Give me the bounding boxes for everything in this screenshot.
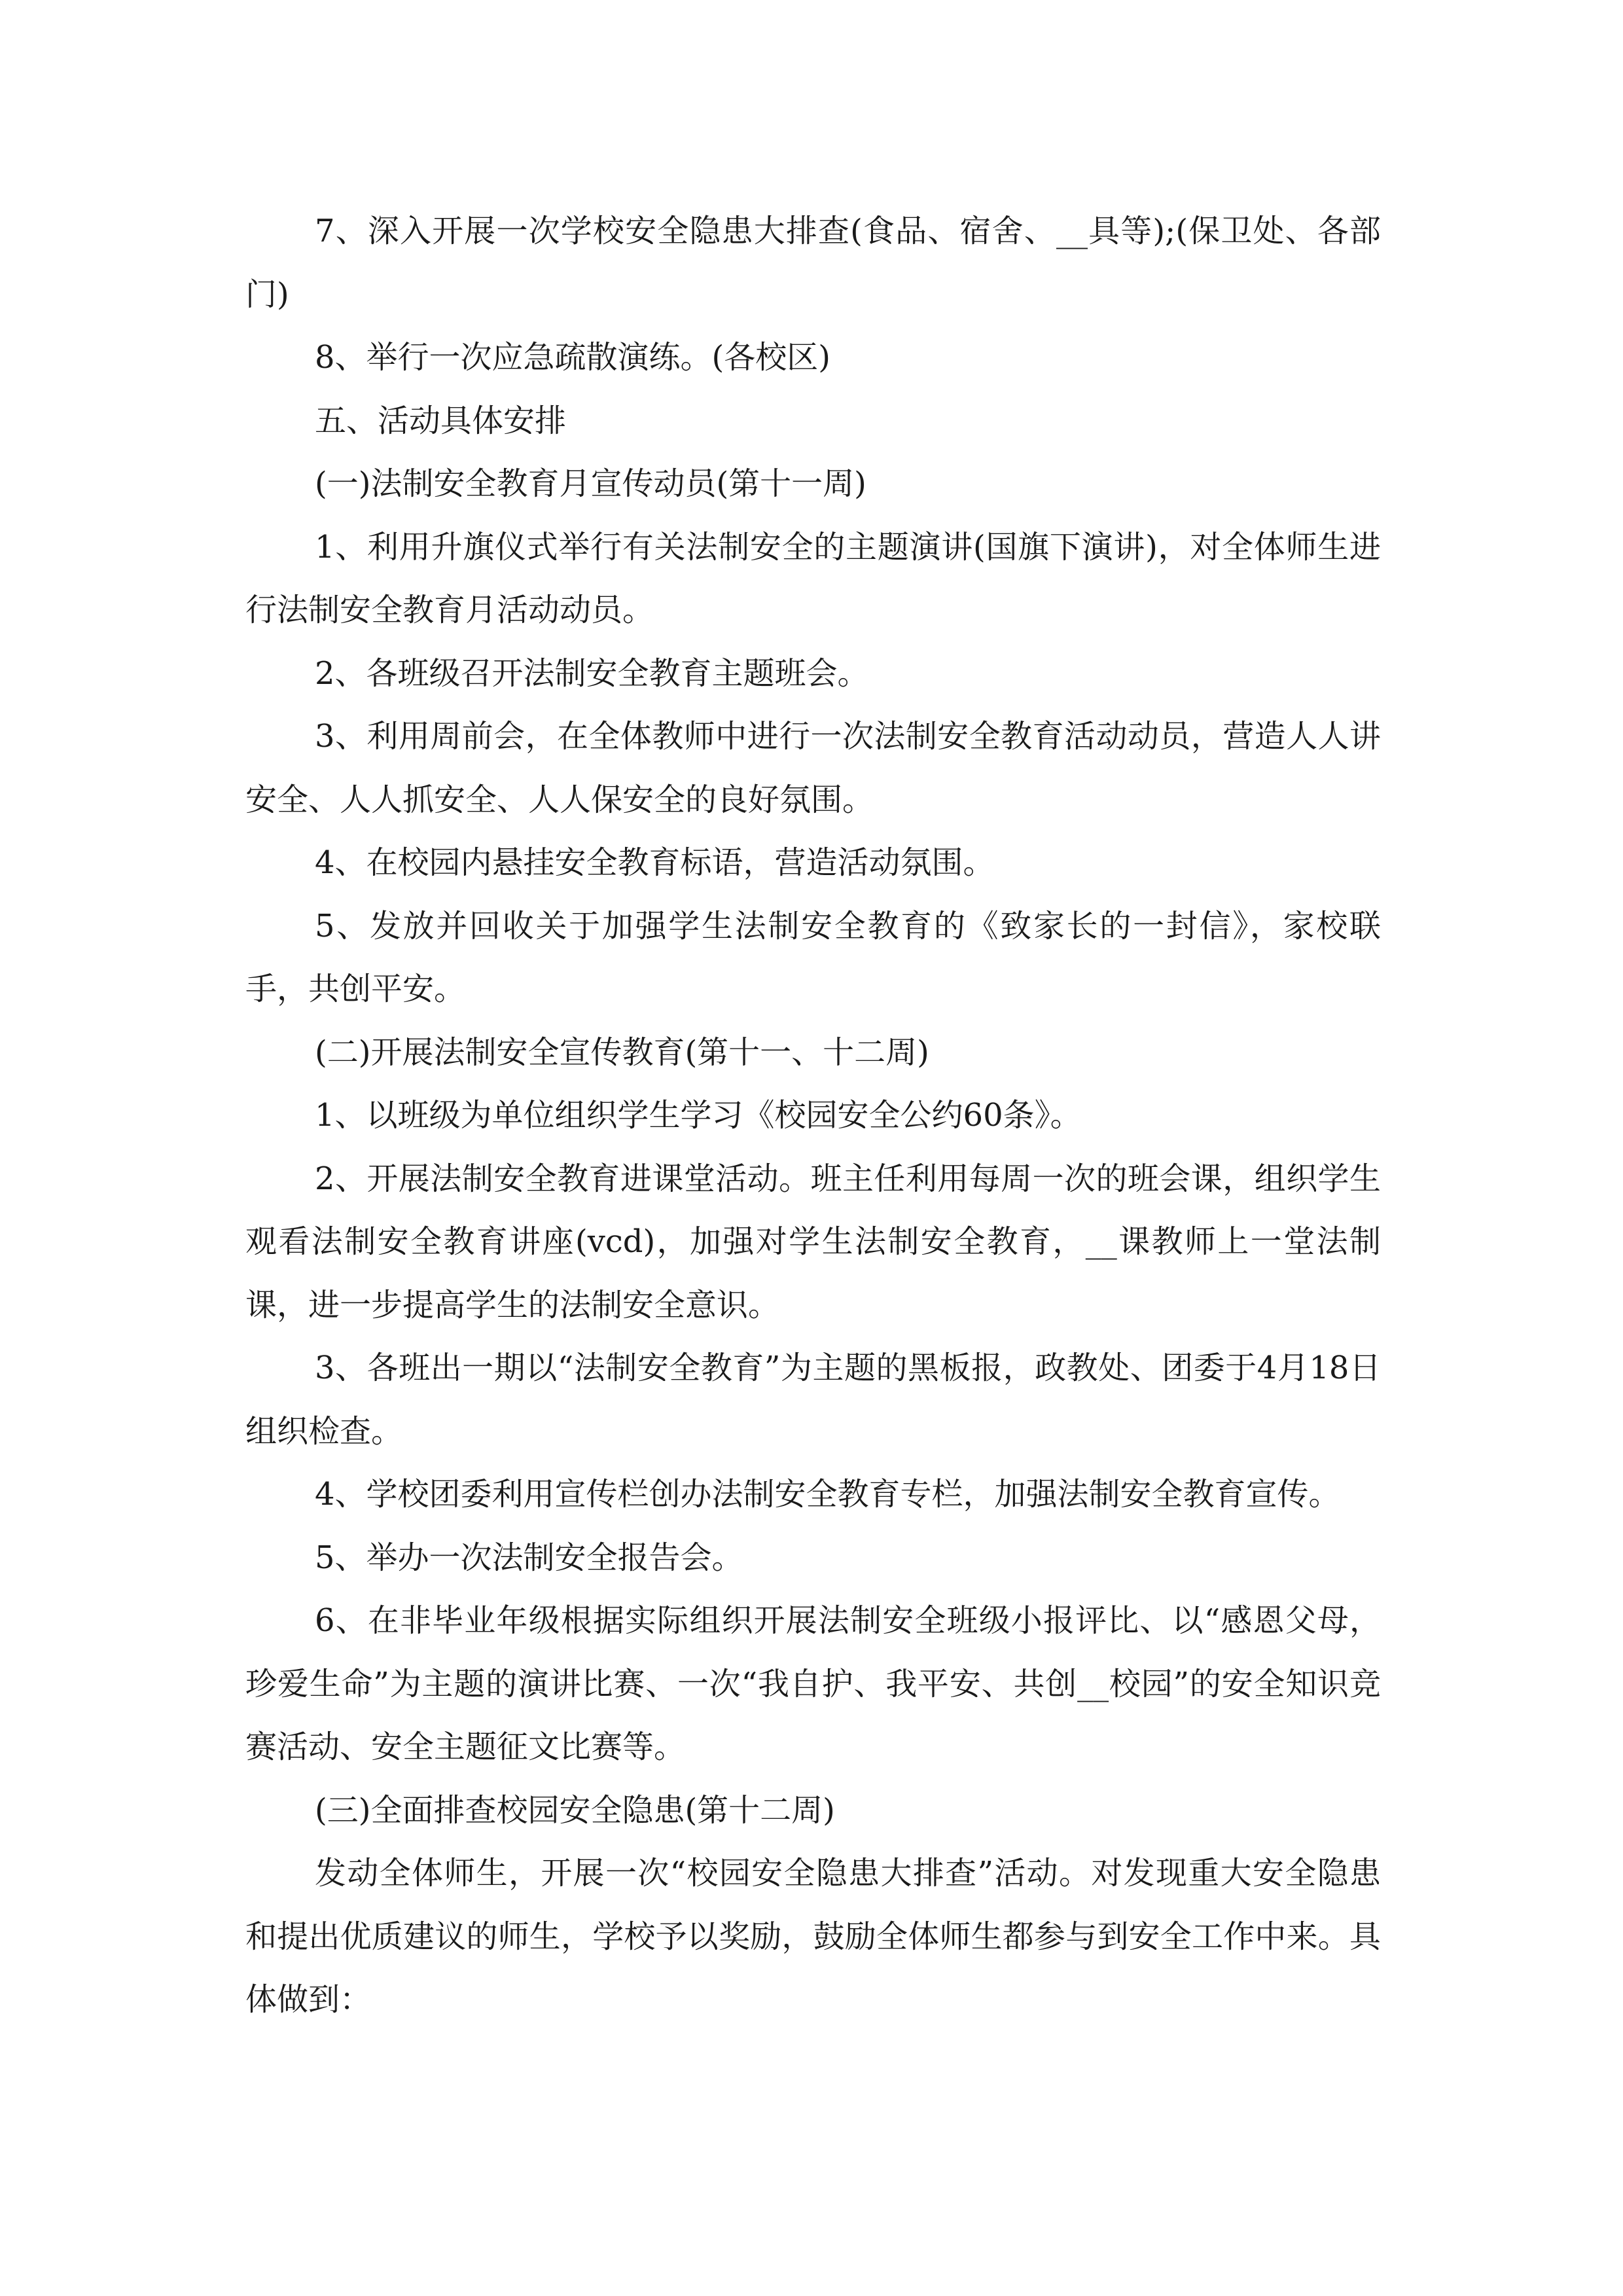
paragraph-one-1: 1、利用升旗仪式举行有关法制安全的主题演讲(国旗下演讲)，对全体师生进行法制安全教育月活动动员。 <box>245 528 1381 628</box>
paragraph-two-2: 2、开展法制安全教育进课堂活动。班主任利用每周一次的班会课，组织学生观看法制安全教育讲座(vcd)，加强对学生法制安全教育，__课教师上一堂法制课，进一步提高学生的法制安全意识。 <box>245 1160 1381 1323</box>
subsection-heading-three: (三)全面排查校园安全隐患(第十二周) <box>315 1791 835 1829</box>
paragraph-one-4: 4、在校园内悬挂安全教育标语，营造活动氛围。 <box>315 844 995 881</box>
paragraph-item-7: 7、深入开展一次学校安全隐患大排查(食品、宿舍、__具等);(保卫处、各部门) <box>245 213 1381 313</box>
paragraph-two-5: 5、举办一次法制安全报告会。 <box>315 1539 743 1576</box>
document-body <box>245 200 1381 2032</box>
paragraph-two-3: 3、各班出一期以“法制安全教育”为主题的黑板报，政教处、团委于4月18日组织检查。 <box>245 1350 1381 1450</box>
paragraph-one-3: 3、利用周前会，在全体教师中进行一次法制安全教育活动动员，营造人人讲安全、人人抓安全、人人保安全的良好氛围。 <box>245 718 1381 818</box>
paragraph-two-4: 4、学校团委利用宣传栏创办法制安全教育专栏，加强法制安全教育宣传。 <box>315 1476 1340 1513</box>
paragraph-one-2: 2、各班级召开法制安全教育主题班会。 <box>315 655 869 692</box>
paragraph-two-6: 6、在非毕业年级根据实际组织开展法制安全班级小报评比、以“感恩父母，珍爱生命”为主题的演讲比赛、一次“我自护、我平安、共创__校园”的安全知识竞赛活动、安全主题征文比赛等。 <box>245 1602 1381 1765</box>
section-heading-five: 五、活动具体安排 <box>315 402 567 439</box>
subsection-heading-two: (二)开展法制安全宣传教育(第十一、十二周) <box>315 1033 929 1071</box>
paragraph-three-intro: 发动全体师生，开展一次“校园安全隐患大排查”活动。对发现重大安全隐患和提出优质建议的师生，学校予以奖励，鼓励全体师生都参与到安全工作中来。具体做到： <box>245 1855 1381 2018</box>
subsection-heading-one: (一)法制安全教育月宣传动员(第十一周) <box>315 465 866 502</box>
paragraph-item-8: 8、举行一次应急疏散演练。(各校区) <box>315 339 830 376</box>
paragraph-two-1: 1、以班级为单位组织学生学习《校园安全公约60条》。 <box>315 1097 1082 1134</box>
paragraph-one-5: 5、发放并回收关于加强学生法制安全教育的《致家长的一封信》，家校联手，共创平安。 <box>245 907 1381 1007</box>
